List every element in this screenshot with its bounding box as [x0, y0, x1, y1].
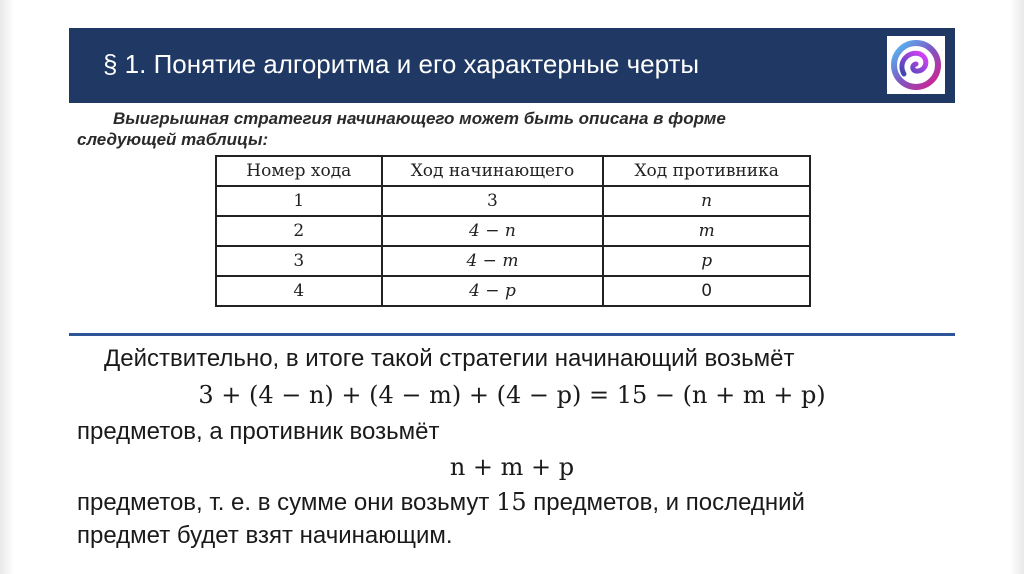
header-bar [69, 28, 955, 103]
table-cell: 1 [216, 186, 382, 216]
table-cell: p [603, 246, 810, 276]
body-line-3-part-1: предметов, т. е. в сумме они возьмут [77, 489, 497, 516]
section-divider [69, 333, 955, 336]
body-line-3-number: 15 [496, 488, 527, 516]
slide-edge-right [1010, 0, 1024, 574]
table-cell: 4 − m [382, 246, 604, 276]
strategy-table [215, 155, 811, 307]
page-title: § 1. Понятие алгоритма и его характерные черты [103, 49, 700, 79]
body-line-4: предмет будет взят начинающим. [77, 522, 453, 549]
formula-opponent-total: n + m + p [449, 453, 575, 481]
table-cell: 3 [216, 246, 382, 276]
swirl-logo-graphic [887, 36, 945, 94]
swirl-logo-icon [887, 36, 945, 94]
formula-total-starter: 3 + (4 − n) + (4 − m) + (4 − p) = 15 − (n + m + p) [198, 381, 826, 409]
column-header-move-number: Номер хода [216, 156, 382, 186]
table-header-row [216, 156, 810, 186]
body-line-3-part-2: предметов, и последний [526, 489, 805, 516]
column-header-opponent-move: Ход противника [603, 156, 810, 186]
body-line-2: предметов, а противник возьмёт [77, 418, 440, 445]
table-cell: 2 [216, 216, 382, 246]
table-cell: 4 − p [382, 276, 604, 306]
column-header-starter-move: Ход начинающего [382, 156, 604, 186]
table-cell: n [603, 186, 810, 216]
body-line-1: Действительно, в итоге такой стратегии начинающий возьмёт [104, 345, 795, 372]
table-row [216, 186, 810, 216]
table-cell: 3 [382, 186, 604, 216]
table-cell: 4 [216, 276, 382, 306]
table-row [216, 216, 810, 246]
intro-text [77, 108, 877, 150]
table-row [216, 246, 810, 276]
table-cell: m [603, 216, 810, 246]
table-cell: 0 [603, 276, 810, 306]
body-line-3 [77, 488, 805, 517]
table-cell: 4 − n [382, 216, 604, 246]
table-row [216, 276, 810, 306]
intro-line-2: следующей таблицы: [77, 130, 269, 149]
slide-edge-left [0, 0, 14, 574]
intro-line-1: Выигрышная стратегия начинающего может быть описана в форме [113, 109, 726, 128]
